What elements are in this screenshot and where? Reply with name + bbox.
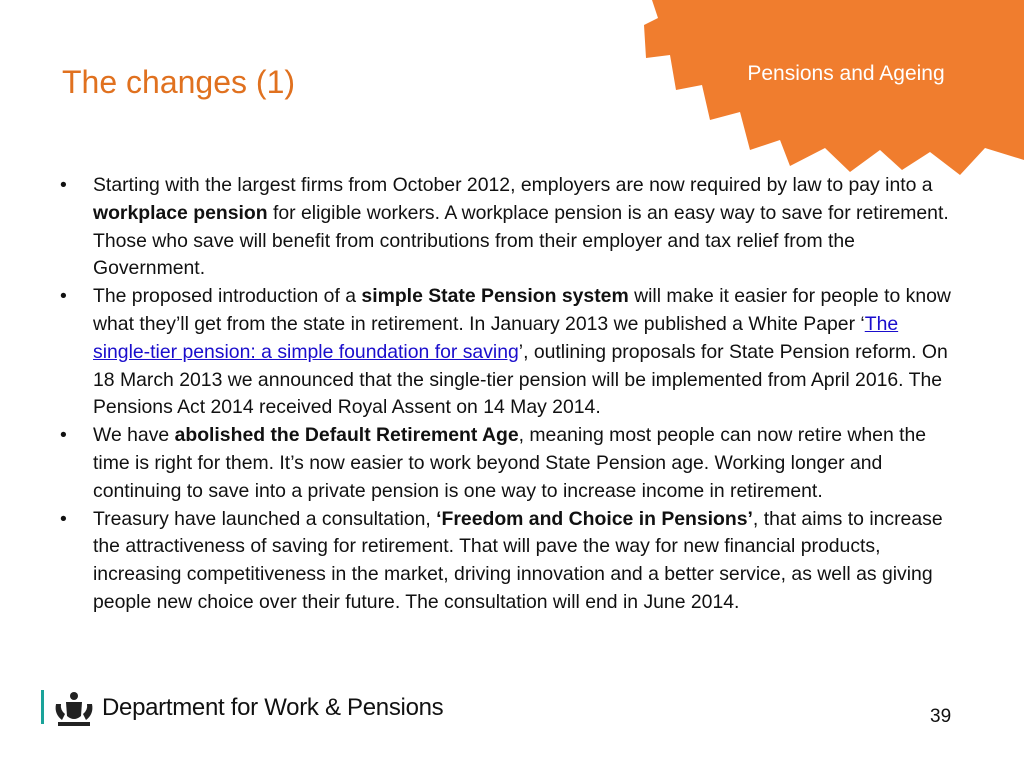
bullet-list [60,172,960,617]
department-name: Department for Work & Pensions [102,694,444,721]
bullet-item [60,506,960,617]
section-label: Pensions and Ageing [747,62,945,85]
bullet-text: , meaning most people can now retire when the time is right for them. It’s now easier to work beyond State Pension age. Working longer and continuing to save into a private pension is one way to increase income in retirement. [93,424,927,502]
bullet-text: will make it easier for people to know what they’ll get from the state in retirement. In January 2013 we published a White Paper ‘ [93,285,951,335]
bullet-text: ’, outlining proposals for State Pension reform. On 18 March 2013 we announced that the single-tier pension will be implemented from April 2016. The Pensions Act 2014 received Royal Assent on 14 May 2014. [93,340,948,419]
footer-divider [41,690,44,724]
bullet-emphasis: ‘Freedom and Choice in Pensions’ [436,507,753,530]
bullet-item [60,172,960,283]
bullet-text: for eligible workers. A workplace pension is an easy way to save for retirement. Those who save will benefit from contributions from their employer and tax relief from the Government. [93,201,949,280]
bullet-dot: • [60,285,67,308]
bullet-dot: • [60,507,67,530]
bullet-emphasis: simple State Pension system [361,285,629,308]
bullet-emphasis: workplace pension [93,201,268,224]
bullet-text: The proposed introduction of a [93,285,362,308]
bullet-emphasis: abolished the Default Retirement Age [174,424,519,447]
bullet-text: Starting with the largest firms from October 2012, employers are now required by law to pay into a [93,174,933,196]
cog-icon [640,0,1024,175]
slide-title: The changes (1) [62,64,296,100]
royal-coat-of-arms-icon [52,690,96,728]
bullet-text: We have [93,424,175,447]
bullet-item [60,283,960,422]
white-paper-link[interactable]: The single-tier pension: a simple foundation for saving [93,312,899,363]
page-number: 39 [930,706,952,727]
bullet-text: , that aims to increase the attractiveness of saving for retirement. That will pave the way for new financial products, increasing competitiveness in the market, driving innovation and a better service, as well as giving people new choice over their future. The consultation will end in June 2014. [93,507,943,613]
bullet-item [60,422,960,505]
bullet-dot: • [60,424,67,447]
bullet-text: Treasury have launched a consultation, [93,507,437,530]
bullet-dot: • [60,174,67,196]
